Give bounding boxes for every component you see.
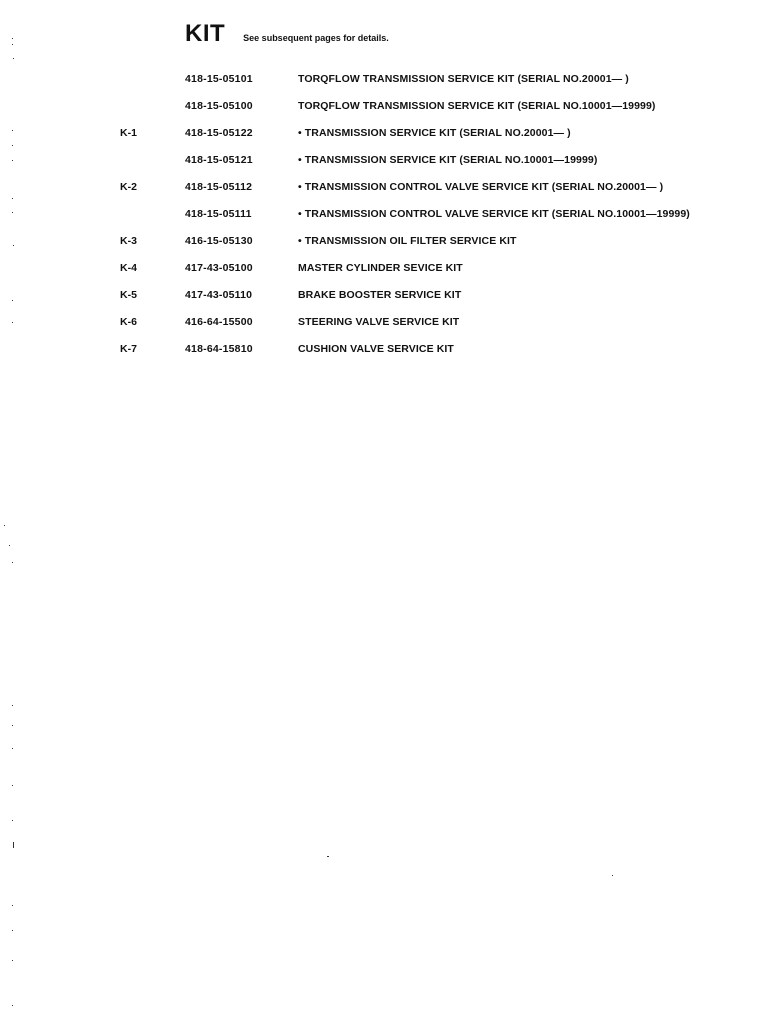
item-description: • TRANSMISSION CONTROL VALVE SERVICE KIT (SERIAL NO.20001— ) — [298, 181, 664, 193]
part-number: 418-15-05122 — [185, 127, 253, 139]
item-key: K-4 — [120, 262, 137, 274]
list-item — [0, 98, 774, 114]
list-item — [0, 125, 774, 141]
item-description: BRAKE BOOSTER SERVICE KIT — [298, 289, 462, 301]
part-number: 418-64-15810 — [185, 343, 253, 355]
part-number: 417-43-05110 — [185, 289, 253, 301]
item-description: • TRANSMISSION OIL FILTER SERVICE KIT — [298, 235, 517, 247]
item-key: K-2 — [120, 181, 137, 193]
list-item — [0, 287, 774, 303]
part-number: 418-15-05112 — [185, 181, 253, 193]
item-key: K-1 — [120, 127, 137, 139]
part-number: 418-15-05101 — [185, 73, 253, 85]
item-description: TORQFLOW TRANSMISSION SERVICE KIT (SERIAL NO.20001— ) — [298, 73, 629, 85]
item-description: • TRANSMISSION SERVICE KIT (SERIAL NO.10001—19999) — [298, 154, 598, 166]
item-key: K-3 — [120, 235, 137, 247]
page-title: KIT — [185, 20, 226, 47]
item-key: K-5 — [120, 289, 137, 301]
list-item — [0, 260, 774, 276]
list-item — [0, 341, 774, 357]
item-description: STEERING VALVE SERVICE KIT — [298, 316, 460, 328]
item-description: CUSHION VALVE SERVICE KIT — [298, 343, 454, 355]
list-item — [0, 152, 774, 168]
part-number: 418-15-05100 — [185, 100, 253, 112]
item-description: • TRANSMISSION CONTROL VALVE SERVICE KIT (SERIAL NO.10001—19999) — [298, 208, 690, 220]
item-key: K-6 — [120, 316, 137, 328]
part-number: 418-15-05111 — [185, 208, 252, 220]
part-number: 418-15-05121 — [185, 154, 253, 166]
item-key: K-7 — [120, 343, 137, 355]
list-item — [0, 314, 774, 330]
page-heading — [185, 20, 389, 48]
list-item — [0, 71, 774, 87]
part-number: 417-43-05100 — [185, 262, 253, 274]
part-number: 416-15-05130 — [185, 235, 253, 247]
heading-note: See subsequent pages for details. — [243, 33, 389, 43]
list-item — [0, 233, 774, 249]
item-description: MASTER CYLINDER SEVICE KIT — [298, 262, 463, 274]
item-description: TORQFLOW TRANSMISSION SERVICE KIT (SERIAL NO.10001—19999) — [298, 100, 656, 112]
part-number: 416-64-15500 — [185, 316, 253, 328]
item-description: • TRANSMISSION SERVICE KIT (SERIAL NO.20001— ) — [298, 127, 571, 139]
list-item — [0, 206, 774, 222]
list-item — [0, 179, 774, 195]
